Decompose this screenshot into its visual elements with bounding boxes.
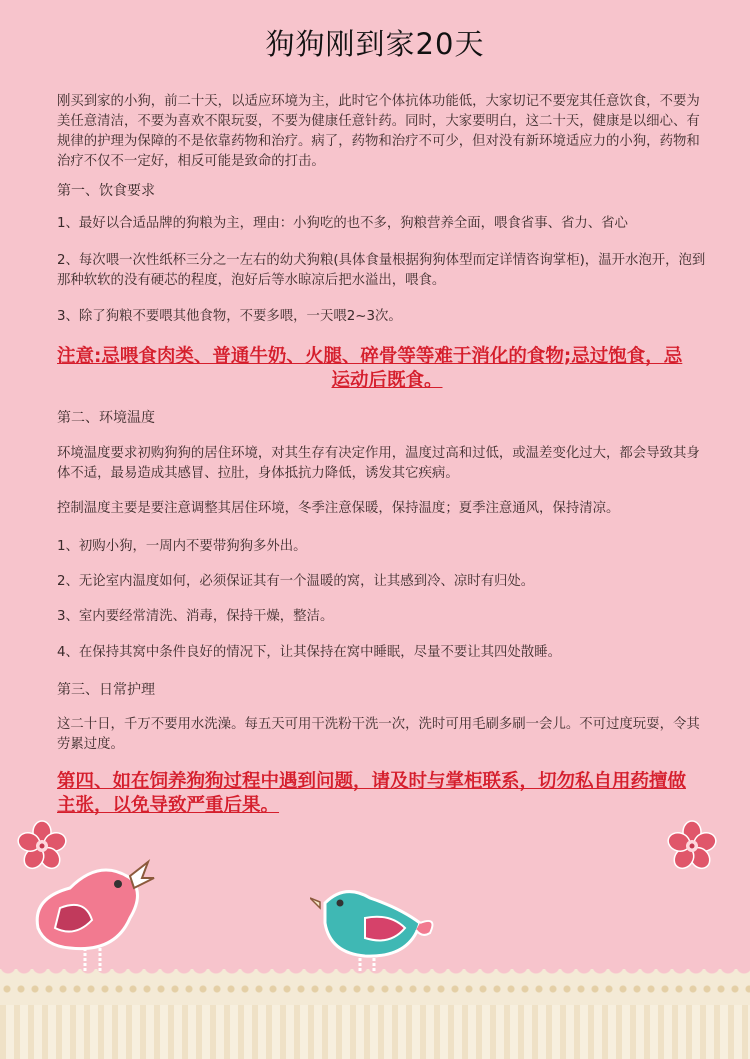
- section1-heading: 第一、饮食要求: [57, 183, 155, 199]
- section3-paragraph: 这二十日，千万不要用水洗澡。每五天可用干洗粉干洗一次，洗时可用毛刷多刷一会儿。不可过度玩耍，令其劳累过度。: [57, 717, 700, 752]
- pink-bird-icon: [30, 848, 160, 978]
- contact-warning-line2: 主张，以免导致严重后果。: [57, 795, 280, 816]
- feeding-warning-line1: 注意:忌喂食肉类、普通牛奶、火腿、碎骨等等难于消化的食物;忌过饱食，忌: [57, 346, 683, 367]
- section2-item: 2、无论室内温度如何，必须保证其有一个温暖的窝，让其感到冷、凉时有归处。: [57, 574, 535, 589]
- page-title: 狗狗刚到家20天: [265, 27, 485, 61]
- contact-warning: [57, 770, 717, 818]
- feeding-warning: [57, 345, 717, 393]
- feeding-warning-line2: 运动后既食。: [331, 370, 443, 391]
- intro-paragraph: 刚买到家的小狗，前二十天，以适应环境为主，此时它个体抗体功能低，大家切记不要宠其任意饮食，不要为美任意清洁，不要为喜欢不限玩耍，不要为健康任意针药。同时，大家要明白，这二十天，健康是以细心、有规律的护理为保障的不是依靠药物和治疗。病了，药物和治疗不可少，但对没有新环境适应力的小狗，药物和治疗不仅不一定好，相反可能是致命的打击。: [57, 94, 700, 169]
- section2-item: 4、在保持其窝中条件良好的情况下，让其保持在窝中睡眠，尽量不要让其四处散睡。: [57, 645, 561, 660]
- pink-flower-icon: [664, 818, 720, 874]
- section2-heading: 第二、环境温度: [57, 410, 155, 426]
- section2-item: 1、初购小狗，一周内不要带狗狗多外出。: [57, 539, 307, 554]
- section1-item: 1、最好以合适品牌的狗粮为主，理由：小狗吃的也不多，狗粮营养全面，喂食省事、省力、省心: [57, 216, 628, 231]
- section2-paragraph: 环境温度要求初购狗狗的居住环境，对其生存有决定作用，温度过高和过低，或温差变化过大，都会导致其身体不适，最易造成其感冒、拉肚，身体抵抗力降低，诱发其它疾病。: [57, 446, 700, 481]
- teal-bird-icon: [310, 878, 440, 978]
- lace-border: [0, 982, 750, 996]
- section1-item: 3、除了狗粮不要喂其他食物，不要多喂，一天喂2~3次。: [57, 309, 402, 324]
- section2-item: 3、室内要经常清洗、消毒，保持干燥，整洁。: [57, 609, 334, 624]
- section1-item: 2、每次喂一次性纸杯三分之一左右的幼犬狗粮(具体食量根据狗狗体型而定详情咨询掌柜)，温开水泡开，泡到那种软软的没有硬芯的程度，泡好后等水晾凉后把水溢出，喂食。: [57, 253, 706, 288]
- section3-heading: 第三、日常护理: [57, 682, 155, 698]
- striped-floor: [0, 1005, 750, 1059]
- section2-paragraph: 控制温度主要是要注意调整其居住环境，冬季注意保暖，保持温度；夏季注意通风，保持清凉。: [57, 501, 620, 516]
- contact-warning-line1: 第四、如在饲养狗狗过程中遇到问题，请及时与掌柜联系，切勿私自用药擅做: [57, 771, 687, 792]
